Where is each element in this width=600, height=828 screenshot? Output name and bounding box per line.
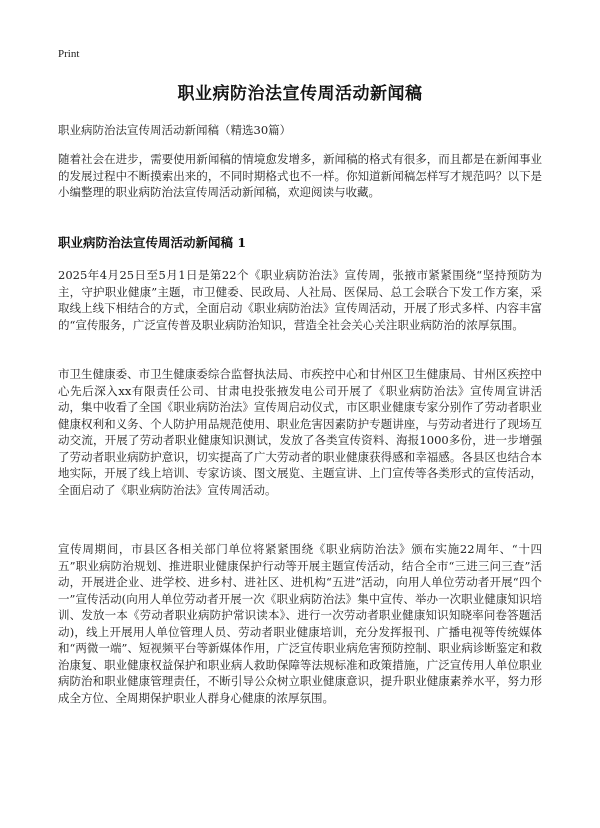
intro-paragraph: 随着社会在进步，需要使用新闻稿的情境愈发增多，新闻稿的格式有很多，而且都是在新闻事业的发展过程中不断摸索出来的，不同时期格式也不一样。你知道新闻稿怎样写才规范吗？以下是小编整理的职业病防治法宣传周活动新闻稿，欢迎阅读与收藏。 xyxy=(58,152,542,199)
page-title: 职业病防治法宣传周活动新闻稿 xyxy=(177,84,423,104)
section-heading: 职业病防治法宣传周活动新闻稿 1 xyxy=(58,235,247,250)
body-paragraph-3: 宣传周期间，市县区各相关部门单位将紧紧围绕《职业病防治法》颁布实施22周年、“十四五”职业病防治规划、推进职业健康保护行动等开展主题宣传活动，结合全市“三进三问三查”活动，开展进企业、进学校、进乡村、进社区、进机构“五进”活动，向用人单位劳动者开展“四个一”宣传活动(向用人单位劳动者开展一次《职业病防治法》集中宣传、举办一次职业健康知识培训、发放一本《劳动者职业病防护常识读本》、进行一次劳动者职业健康知识知晓率问卷答题活动)，线上开展用人单位管理人员、劳动者职业健康培训，充分发挥报刊、广播电视等传统媒体和“两微一端”、短视频平台等新媒体作用，广泛宣传职业病危害预防控制、职业病诊断鉴定和救治康复、职业健康权益保护和职业病人救助保障等法规标准和政策措施，广泛宣传用人单位职业病防治和职业健康管理责任，不断引导公众树立职业健康意识，提升职业健康素养水平，努力形成全方位、全周期保护职业人群身心健康的浓厚氛围。 xyxy=(58,542,542,705)
body-paragraph-2: 市卫生健康委、市卫生健康委综合监督执法局、市疾控中心和甘州区卫生健康局、甘州区疾控中心先后深入xx有限责任公司、甘肃电投张掖发电公司开展了《职业病防治法》宣传周宣讲活动，集中收看了全国《职业病防治法》宣传周启动仪式，市区职业健康专家分别作了劳动者职业健康权利和义务、个人防护用品规范使用、职业危害因素防护专题讲座，与劳动者进行了现场互动交流，开展了劳动者职业健康知识测试，发放了各类宣传资料、海报1000多份，进一步增强了劳动者职业病防护意识，切实提高了广大劳动者的职业健康获得感和幸福感。各县区也结合本地实际，开展了线上培训、专家访谈、图文展览、主题宣讲、上门宣传等各类形式的宣传活动，全面启动了《职业病防治法》宣传周活动。 xyxy=(58,367,542,497)
document-subtitle: 职业病防治法宣传周活动新闻稿（精选30篇） xyxy=(58,123,292,137)
body-paragraph-1: 2025年4月25日至5月1日是第22个《职业病防治法》宣传周，张掖市紧紧围绕“坚持预防为主，守护职业健康”主题，市卫健委、民政局、人社局、医保局、总工会联合下发工作方案，采取线上线下相结合的方式，全面启动《职业病防治法》宣传周活动，开展了形式多样、内容丰富的“宣传服务，广泛宣传普及职业病防治知识，营造全社会关心关注职业病防治的浓厚氛围。 xyxy=(58,268,542,332)
print-link[interactable]: Print xyxy=(58,48,80,60)
